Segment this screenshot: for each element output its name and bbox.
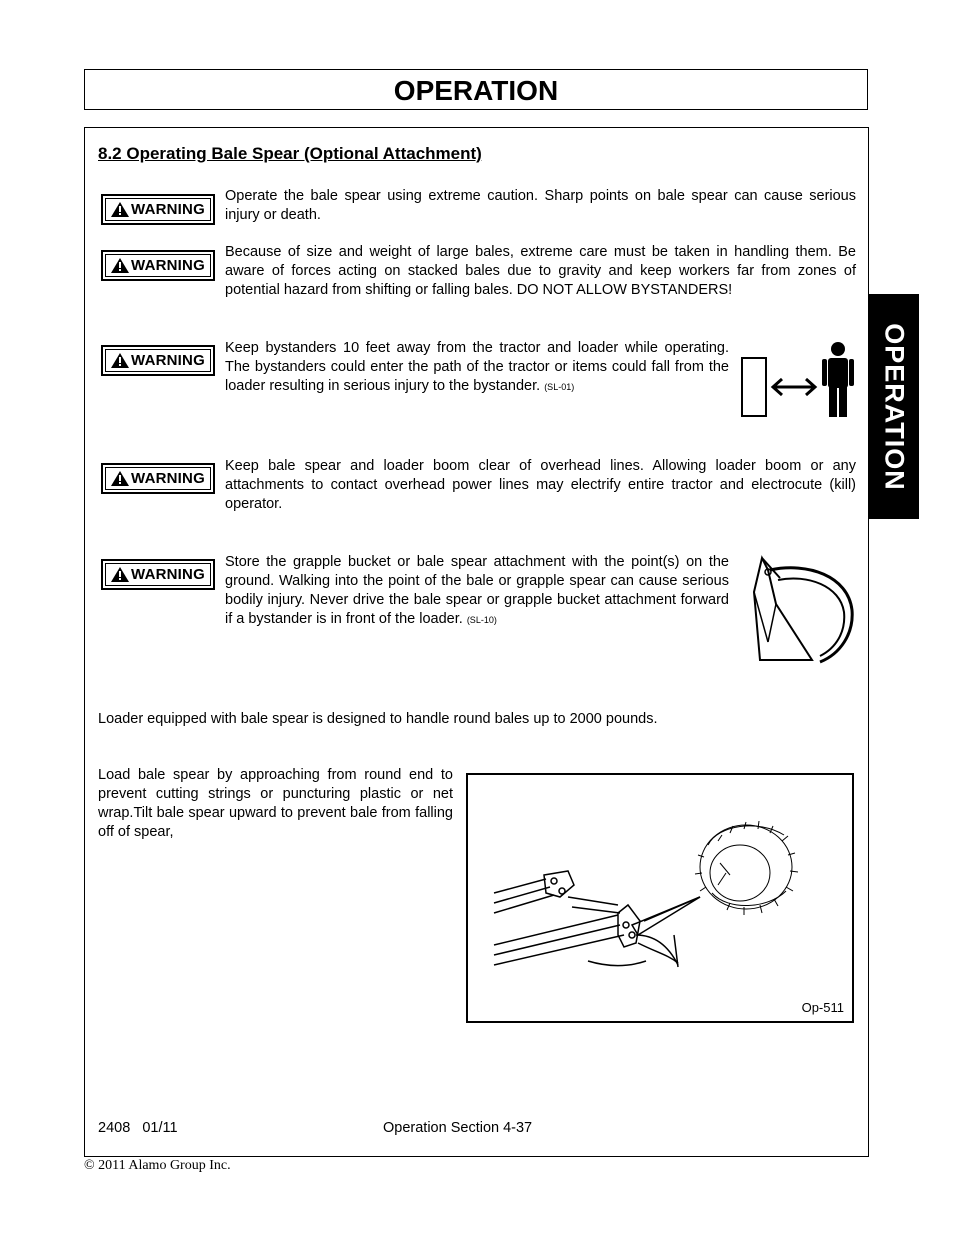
warning-badge-label: WARNING [131,566,205,583]
bale-spear-figure [466,773,854,1023]
section-title: 8.2 Operating Bale Spear (Optional Attachment) [98,144,482,163]
warning-text: Store the grapple bucket or bale spear attachment with the point(s) on the ground. Walking into the point of the bale or grapple spear can cause serious bodily injury. Never drive the bale spear or grapple bucket attachment forward if a bystander is in front of the loader. (SL-10) [225,554,729,627]
figure-label: Op-511 [801,1000,844,1015]
bystander-distance-icon [738,340,856,420]
warning-badge [101,559,215,590]
footer-page-number: Operation Section 4-37 [383,1120,533,1136]
safety-code: (SL-01) [544,382,575,392]
warning-text: Because of size and weight of large bales, extreme care must be taken in handling them. Be aware of forces acting on stacked bales due to gravity and keep workers far from zones of potential hazard from shifting or falling bales. DO NOT ALLOW BYSTANDERS! [225,244,856,298]
bale-spear-illustration [468,775,852,1021]
capacity-note: Loader equipped with bale spear is designed to handle round bales up to 2000 pounds. [98,711,658,727]
safety-code: (SL-10) [466,615,497,625]
side-tab-label: OPERATION [879,322,910,491]
warning-text: Keep bale spear and loader boom clear of overhead lines. Allowing loader boom or any attachments to contact overhead power lines may electrify entire tractor and electrocute (kill) operator. [225,458,856,512]
warning-badge [101,250,215,281]
copyright: © 2011 Alamo Group Inc. [84,1158,231,1173]
warning-badge [101,463,215,494]
warning-badge-label: WARNING [131,470,205,487]
warning-badge-label: WARNING [131,352,205,369]
warning-badge-label: WARNING [131,257,205,274]
warning-text: Operate the bale spear using extreme caution. Sharp points on bale spear can cause serious injury or death. [225,188,856,223]
grapple-bucket-icon [748,552,858,668]
load-instructions: Load bale spear by approaching from round end to prevent cutting strings or puncturing plastic or net wrap.Tilt bale spear upward to prevent bale from falling off of spear, [98,767,453,840]
page-header-title: OPERATION [393,75,559,106]
warning-text: Keep bystanders 10 feet away from the tractor and loader while operating. The bystanders could enter the path of the tractor or items could fall from the loader resulting in serious injury to the bystander. (SL-01) [225,340,729,394]
page-header [84,69,868,110]
warning-badge [101,345,215,376]
section-side-tab [869,294,919,519]
footer-model-date: 2408 01/11 [98,1120,178,1136]
warning-badge-label: WARNING [131,201,205,218]
warning-badge [101,194,215,225]
